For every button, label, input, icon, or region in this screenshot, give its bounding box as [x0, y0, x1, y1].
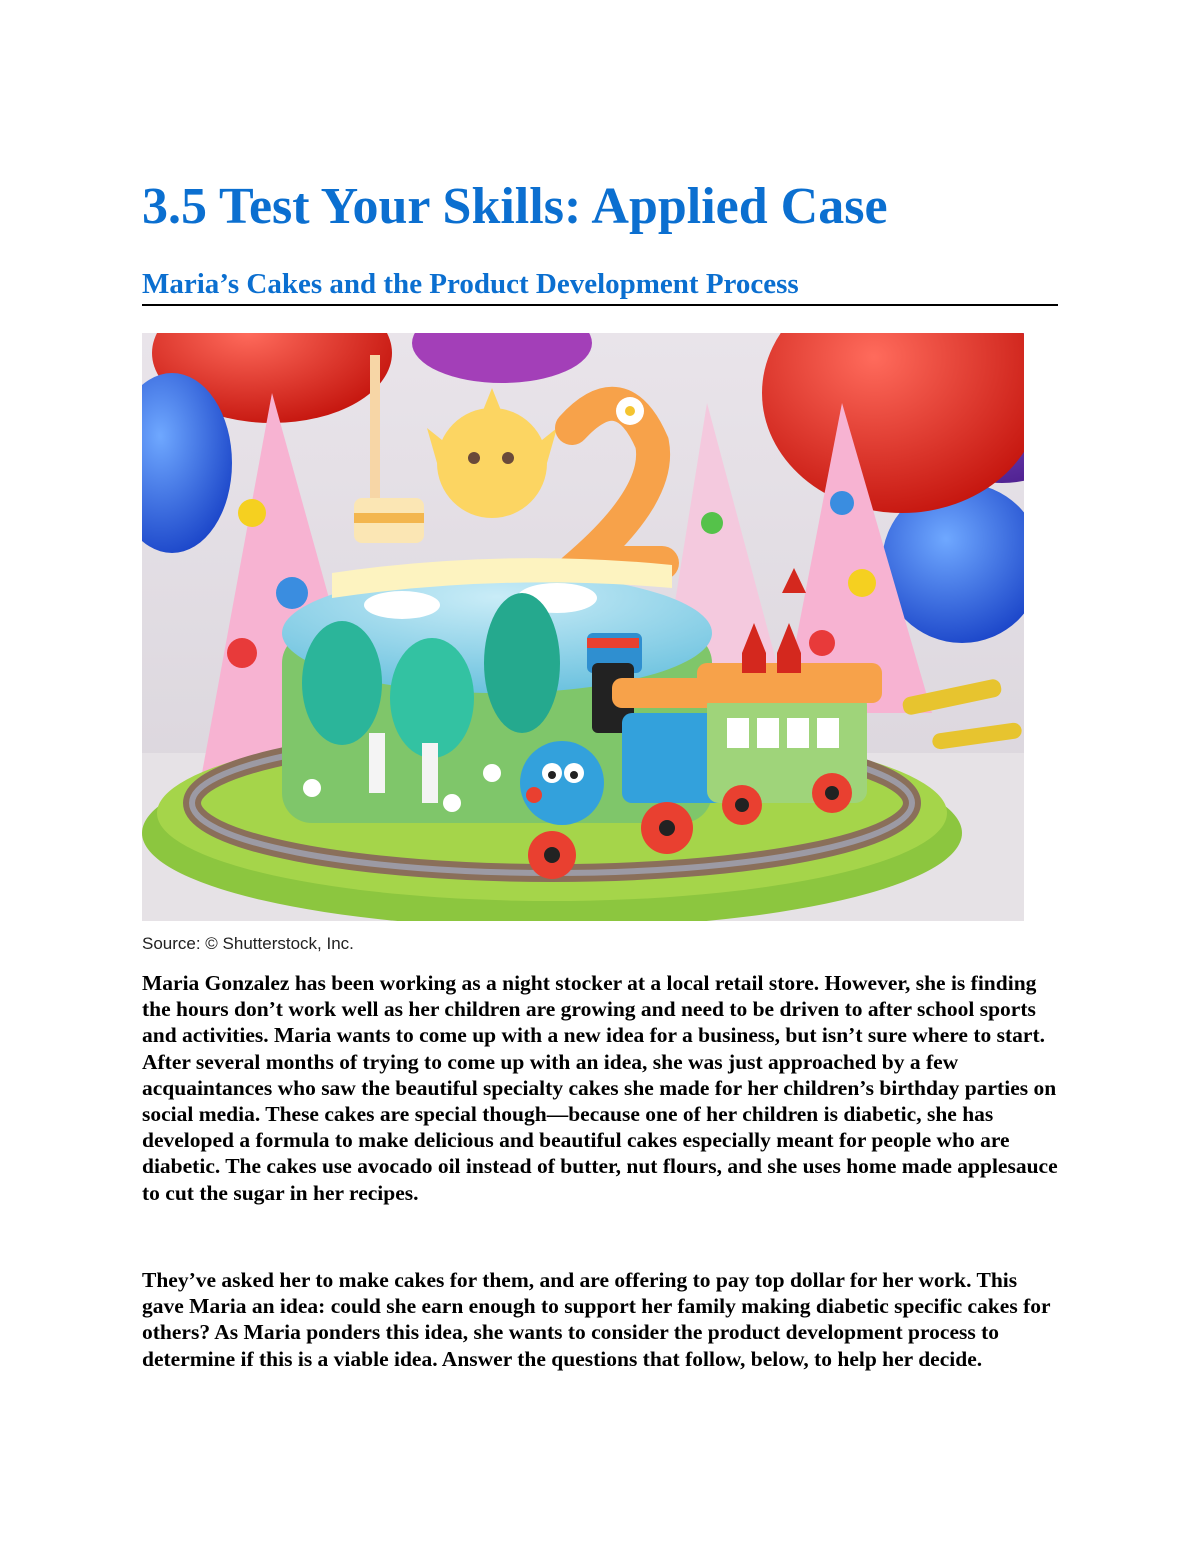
body-paragraph-2: They’ve asked her to make cakes for them, and are offering to pay top dollar for her work. This gave Maria an idea: could she earn enough to support her family making diabetic specific cakes for others? As Maria ponders this idea, she wants to consider the product development process to determine if this is a viable idea. Answer the questions that follow, below, to help her decide.: [142, 1268, 1051, 1371]
page-title: 3.5 Test Your Skills: Applied Case: [142, 178, 888, 235]
body-paragraph-1: Maria Gonzalez has been working as a night stocker at a local retail store. However, she is finding the hours don’t work well as her children are growing and need to be driven to after school sports and activities. Maria wants to come up with a new idea for a business, but isn’t sure where to start. After several months of trying to come up with an idea, she was just approached by a few acquaintances who saw the beautiful specialty cakes she made for her children’s birthday parties on social media. These cakes are special though—because one of her children is diabetic, she has developed a formula to make delicious and beautiful cakes especially meant for people who are diabetic. The cakes use avocado oil instead of butter, nut flours, and she uses home made applesauce to cut the sugar in her recipes.: [142, 971, 1058, 1205]
cake-photo: [142, 333, 1024, 921]
section-subtitle: Maria’s Cakes and the Product Development Process: [142, 264, 1058, 306]
image-caption: Source: © Shutterstock, Inc.: [142, 934, 354, 953]
